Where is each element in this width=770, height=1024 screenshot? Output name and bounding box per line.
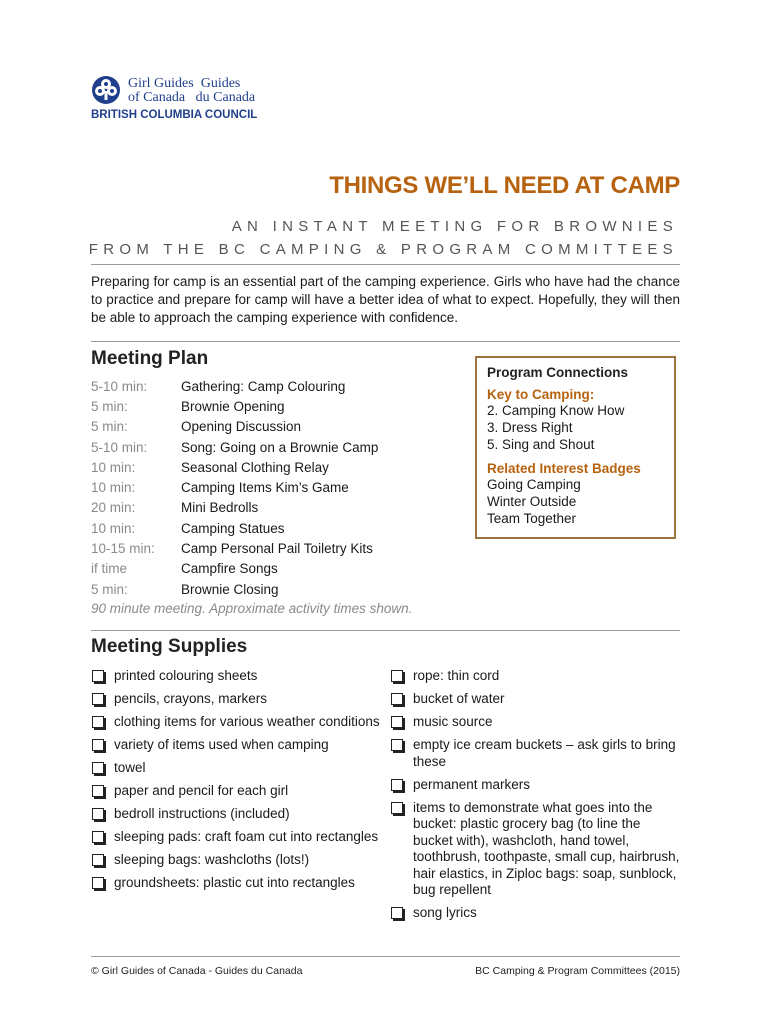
meeting-plan-row (91, 396, 471, 416)
checkbox-icon (92, 670, 104, 682)
checkbox-icon (92, 716, 104, 728)
interest-badge-item: Going Camping (487, 477, 581, 492)
supplies-right-column (390, 668, 680, 928)
supply-label: items to demonstrate what goes into the bucket: plastic grocery bag (to line the bucket with), washcloth, hand towel, toothbrush, toothpaste, small cup, hairbrush, hair elastics, in Ziploc bags: soap, sunblock, bug repellent (413, 799, 680, 897)
plan-time: 10 min: (91, 459, 136, 475)
supply-item (91, 691, 381, 708)
plan-activity: Camping Statues (181, 520, 285, 536)
meeting-plan-row (91, 457, 471, 477)
related-badges-heading: Related Interest Badges (487, 461, 641, 476)
checkbox-icon (391, 716, 403, 728)
plan-activity: Camp Personal Pail Toiletry Kits (181, 541, 373, 557)
plan-activity: Campfire Songs (181, 561, 278, 577)
meeting-plan-row (91, 538, 471, 558)
supply-label: rope: thin cord (413, 668, 500, 683)
supply-label: music source (413, 714, 493, 729)
meeting-supplies-heading: Meeting Supplies (91, 636, 248, 657)
plan-activity: Brownie Opening (181, 398, 285, 414)
checkbox-icon (92, 877, 104, 889)
supply-item (91, 760, 381, 777)
supply-label: paper and pencil for each girl (114, 783, 289, 798)
supply-item (91, 852, 381, 869)
checkbox-icon (391, 802, 403, 814)
supply-item (390, 714, 680, 731)
supply-item (390, 800, 680, 899)
supply-label: bedroll instructions (included) (114, 806, 290, 821)
interest-badge-item: Winter Outside (487, 494, 577, 509)
checkbox-icon (92, 762, 104, 774)
supply-label: variety of items used when camping (114, 737, 329, 752)
footer-copyright: © Girl Guides of Canada - Guides du Canada (91, 965, 303, 977)
divider (91, 264, 680, 265)
plan-activity: Brownie Closing (181, 581, 279, 597)
supply-item (91, 829, 381, 846)
checkbox-icon (391, 779, 403, 791)
supply-label: empty ice cream buckets – ask girls to bring these (413, 737, 676, 769)
meeting-plan-row (91, 518, 471, 538)
interest-badge-item: Team Together (487, 511, 577, 526)
checkbox-icon (92, 808, 104, 820)
supply-item (91, 668, 381, 685)
meeting-plan-row (91, 376, 471, 396)
footer-committee: BC Camping & Program Committees (2015) (475, 965, 680, 977)
plan-activity: Song: Going on a Brownie Camp (181, 439, 379, 455)
checkbox-icon (391, 693, 403, 705)
supply-label: groundsheets: plastic cut into rectangles (114, 875, 355, 890)
plan-time: 5-10 min: (91, 378, 148, 394)
plan-time: 20 min: (91, 500, 136, 516)
plan-activity: Opening Discussion (181, 419, 302, 435)
plan-activity: Gathering: Camp Colouring (181, 378, 346, 394)
plan-activity: Mini Bedrolls (181, 500, 259, 516)
subtitle-line2: FROM THE BC CAMPING & PROGRAM COMMITTEES (88, 241, 678, 258)
logo-council: BRITISH COLUMBIA COUNCIL (91, 109, 258, 121)
supply-item (91, 737, 381, 754)
key-to-camping-item: 5. Sing and Shout (487, 437, 595, 452)
logo-name-line2: of Canada du Canada (128, 90, 256, 105)
supply-label: sleeping bags: washcloths (lots!) (114, 852, 310, 867)
meeting-plan-row (91, 579, 471, 599)
supply-label: song lyrics (413, 905, 477, 920)
supply-item (390, 777, 680, 794)
divider (91, 630, 680, 631)
meeting-plan-heading: Meeting Plan (91, 348, 209, 369)
checkbox-icon (391, 907, 403, 919)
key-to-camping-item: 3. Dress Right (487, 420, 573, 435)
plan-time: 10 min: (91, 480, 136, 496)
supply-label: printed colouring sheets (114, 668, 258, 683)
meeting-plan-row (91, 437, 471, 457)
supply-item (390, 737, 680, 770)
supply-item (91, 806, 381, 823)
supply-label: sleeping pads: craft foam cut into rectangles (114, 829, 379, 844)
checkbox-icon (92, 785, 104, 797)
supply-item (91, 875, 381, 892)
checkbox-icon (391, 670, 403, 682)
plan-time: 10-15 min: (91, 541, 155, 557)
meeting-plan-row (91, 498, 471, 518)
supply-item (390, 691, 680, 708)
supply-label: pencils, crayons, markers (114, 691, 268, 706)
intro-paragraph: Preparing for camp is an essential part of the camping experience. Girls who have had the chance to practice and prepare for camp will have a better idea of what to expect. Hopefully, they will then be able to approach the camping experience with confidence. (91, 274, 680, 325)
plan-time: 5 min: (91, 398, 128, 414)
meeting-plan-list (91, 376, 471, 616)
supply-item (390, 905, 680, 922)
subtitle-line1: AN INSTANT MEETING FOR BROWNIES (231, 218, 678, 235)
trefoil-icon (91, 75, 121, 105)
supply-label: clothing items for various weather conditions (114, 714, 380, 729)
supply-label: permanent markers (413, 776, 531, 792)
supply-item (91, 714, 381, 731)
checkbox-icon (92, 831, 104, 843)
meeting-plan-row (91, 559, 471, 579)
plan-activity: Camping Items Kim’s Game (181, 480, 349, 496)
meeting-plan-row (91, 417, 471, 437)
checkbox-icon (391, 739, 403, 751)
plan-time: 5 min: (91, 581, 128, 597)
plan-time: 5 min: (91, 419, 128, 435)
checkbox-icon (92, 693, 104, 705)
program-connections-box (475, 356, 676, 539)
checkbox-icon (92, 739, 104, 751)
supply-item (91, 783, 381, 800)
supply-item (390, 668, 680, 685)
program-connections-title: Program Connections (487, 365, 629, 380)
footer-divider (91, 956, 680, 957)
plan-time: if time (91, 561, 128, 577)
plan-time: 5-10 min: (91, 439, 148, 455)
key-to-camping-heading: Key to Camping: (487, 387, 595, 402)
supply-label: towel (114, 760, 146, 775)
plan-time: 10 min: (91, 520, 136, 536)
checkbox-icon (92, 854, 104, 866)
meeting-plan-note: 90 minute meeting. Approximate activity times shown. (91, 601, 413, 617)
divider (91, 341, 680, 342)
meeting-plan-row (91, 477, 471, 497)
logo-name-line1: Girl Guides Guides (128, 76, 241, 91)
plan-activity: Seasonal Clothing Relay (181, 459, 329, 475)
key-to-camping-item: 2. Camping Know How (487, 403, 625, 418)
supplies-left-column (91, 668, 381, 898)
supply-label: bucket of water (413, 691, 505, 706)
page-title: THINGS WE’LL NEED AT CAMP (329, 172, 680, 199)
